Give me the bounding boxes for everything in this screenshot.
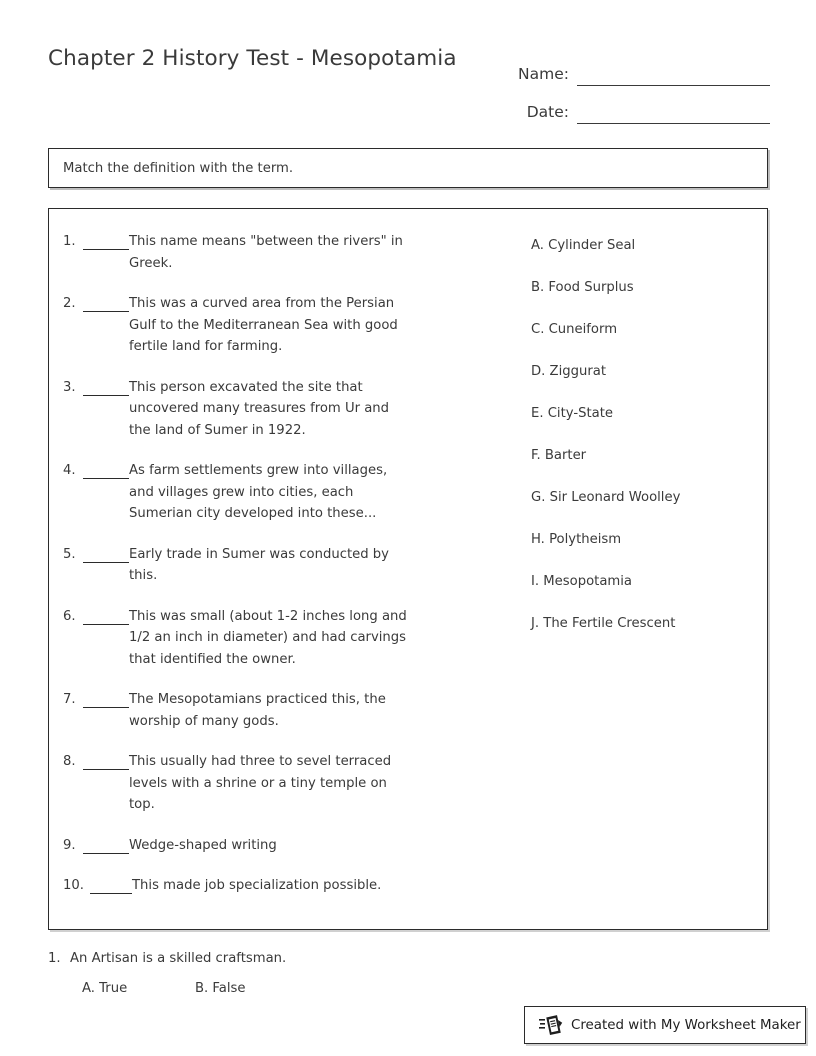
definitions-column [49,209,529,929]
definition-answer-blank[interactable] [83,838,129,854]
definition-number: 9. [63,837,76,853]
definition-number: 3. [63,379,76,395]
definition-answer-blank[interactable] [83,463,129,479]
definition-text: This usually had three to sevel terraced levels with a shrine or a tiny temple on top. [129,754,392,812]
definition-number: 6. [63,608,76,624]
definition-text: Wedge-shaped writing [129,837,277,853]
matching-option-item[interactable]: C. Cuneiform [531,322,618,337]
instruction-box [48,148,768,188]
definition-text: This name means "between the rivers" in Greek. [129,234,403,271]
matching-option-item[interactable]: A. Cylinder Seal [531,238,636,253]
matching-definition-item [63,606,529,671]
matching-definition-item [63,751,529,816]
true-false-question [48,948,548,969]
definition-answer-blank[interactable] [90,878,132,894]
matching-definition-item [63,544,529,587]
name-field-row [470,48,770,86]
definition-number: 7. [63,692,76,707]
instruction-text: Match the definition with the term. [63,160,294,176]
definition-number: 4. [63,463,76,478]
matching-option-item[interactable]: G. Sir Leonard Woolley [531,490,681,505]
date-input[interactable] [577,104,770,124]
page-title: Chapter 2 History Test - Mesopotamia [48,46,457,71]
definition-answer-blank[interactable] [83,547,129,563]
badge-label: Created with My Worksheet Maker [571,1017,801,1033]
worksheet-maker-logo-icon [539,1013,565,1037]
matching-exercise-box [48,208,768,930]
definition-text: This made job specialization possible. [132,878,382,893]
definition-number: 1. [63,234,76,249]
definition-answer-blank[interactable] [83,296,129,312]
matching-option-item[interactable]: I. Mesopotamia [531,574,632,589]
matching-option-item[interactable]: F. Barter [531,448,587,463]
matching-option-item[interactable]: E. City-State [531,406,613,421]
true-false-choice[interactable]: A. True [82,981,128,996]
definition-answer-blank[interactable] [83,380,129,396]
definition-text: As farm settlements grew into villages, and villages grew into cities, each Sumerian city developed into these... [129,463,388,521]
definition-text: The Mesopotamians practiced this, the worship of many gods. [129,692,386,729]
matching-definition-item [63,460,529,525]
date-field-row [470,86,770,124]
matching-definition-item [63,875,529,897]
matching-definition-item [63,689,529,732]
question-text: An Artisan is a skilled craftsman. [70,951,287,966]
definition-text: This person excavated the site that uncovered many treasures from Ur and the land of Sumer in 1922. [129,379,390,438]
true-false-choices [48,981,548,996]
definition-answer-blank[interactable] [83,609,129,625]
definition-answer-blank[interactable] [83,234,129,250]
definition-text: Early trade in Sumer was conducted by this. [129,546,389,583]
matching-definition-item [63,293,529,358]
question-number: 1. [48,951,61,966]
date-label: Date: [526,103,569,121]
true-false-section [48,948,548,996]
definition-text: This was a curved area from the Persian Gulf to the Mediterranean Sea with good fertile land for farming. [129,296,398,354]
worksheet-header [0,0,816,130]
answer-options-column [529,209,767,929]
matching-option-item[interactable]: B. Food Surplus [531,280,634,295]
matching-definition-item [63,835,529,857]
definition-number: 5. [63,546,76,562]
matching-definition-item [63,231,529,274]
definition-number: 8. [63,754,76,769]
worksheet-maker-badge[interactable] [524,1006,806,1044]
definition-answer-blank[interactable] [83,692,129,708]
matching-option-item[interactable]: H. Polytheism [531,532,622,547]
definition-number: 2. [63,296,76,311]
definition-answer-blank[interactable] [83,754,129,770]
true-false-choice[interactable]: B. False [195,981,246,996]
definition-number: 10. [63,878,84,893]
name-label: Name: [518,65,569,83]
name-input[interactable] [577,66,770,86]
definition-text: This was small (about 1-2 inches long and 1/2 an inch in diameter) and had carvings that identified the owner. [129,608,407,667]
matching-definition-item [63,377,529,442]
matching-option-item[interactable]: D. Ziggurat [531,364,607,379]
student-info-block [470,48,770,124]
matching-option-item[interactable]: J. The Fertile Crescent [531,616,676,631]
